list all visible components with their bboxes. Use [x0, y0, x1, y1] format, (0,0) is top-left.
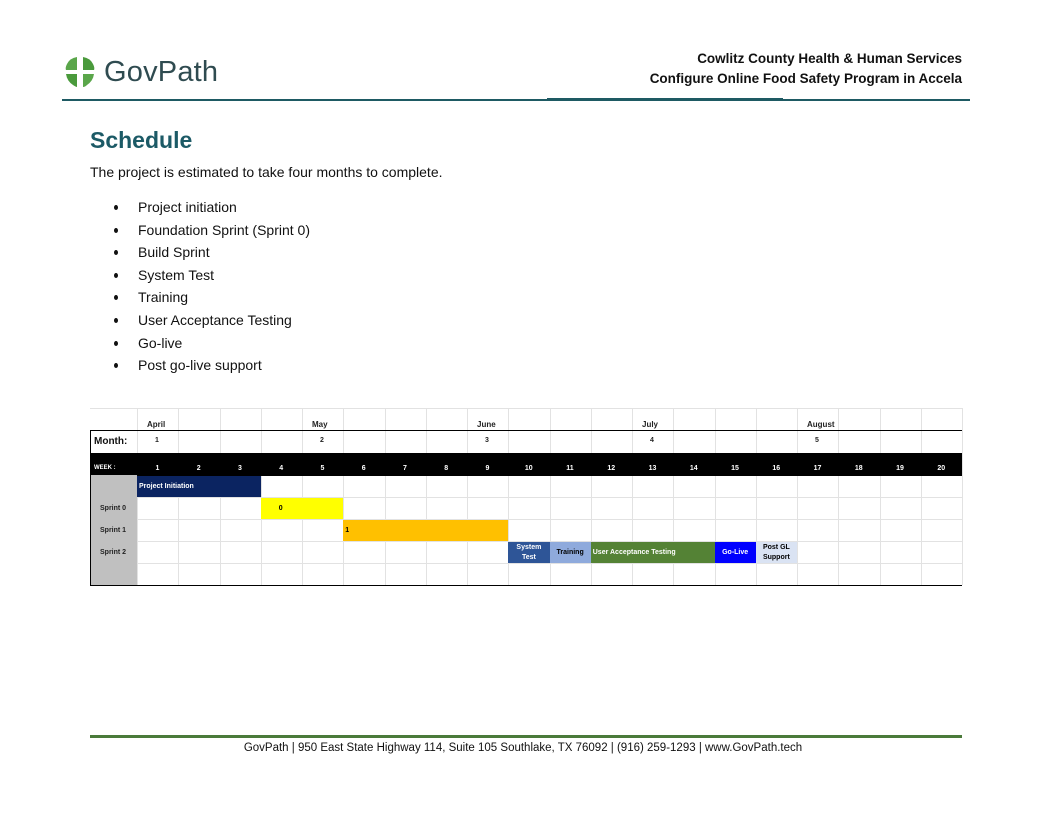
grid-line	[90, 497, 962, 498]
week-number: 13	[648, 465, 657, 472]
gantt-task-bar: Project Initiation	[137, 476, 261, 497]
intro-paragraph: The project is estimated to take four months to complete.	[90, 164, 443, 180]
phase-list-item	[90, 310, 310, 333]
phase-list-text: Go-live	[138, 334, 183, 351]
week-number: 17	[813, 465, 822, 472]
gantt-task-bar: Post GL Support	[756, 542, 797, 563]
gantt-task-bar: 0	[261, 498, 344, 519]
phase-list-item	[90, 197, 310, 220]
gantt-task-bar: User Acceptance Testing	[591, 542, 715, 563]
week-number: 7	[403, 465, 407, 472]
grid-line	[90, 408, 962, 409]
sprint-row-label: Sprint 2	[100, 549, 127, 556]
document-header	[650, 49, 962, 89]
phase-list-text: Foundation Sprint (Sprint 0)	[138, 221, 310, 238]
week-row-label: WEEK :	[94, 465, 116, 471]
schedule-gantt	[90, 408, 962, 586]
organization-name: Cowlitz County Health & Human Services	[697, 51, 962, 66]
month-name: May	[312, 420, 328, 429]
bullet-icon	[114, 295, 118, 300]
week-number: 1	[155, 465, 160, 472]
gantt-border	[90, 475, 91, 585]
bullet-icon	[114, 318, 118, 323]
gantt-border	[90, 430, 91, 454]
week-number: 15	[731, 465, 739, 472]
gantt-task-bar: System Test	[508, 542, 549, 563]
bullet-icon	[114, 363, 118, 368]
grid-line	[426, 408, 427, 585]
grid-line	[302, 408, 303, 585]
month-name: July	[642, 420, 659, 429]
bullet-icon	[114, 273, 118, 278]
week-number: 4	[279, 465, 284, 472]
bullet-icon	[114, 250, 118, 255]
header-rule-accent	[547, 98, 783, 101]
week-number: 10	[524, 465, 533, 472]
project-name: Configure Online Food Safety Program in Accela	[649, 71, 962, 86]
govpath-logo	[64, 54, 218, 90]
phase-list-item	[90, 333, 310, 356]
grid-line	[838, 408, 839, 585]
phase-list-text: Build Sprint	[138, 244, 210, 261]
week-number: 2	[196, 465, 201, 472]
week-number: 14	[689, 465, 698, 472]
grid-line	[962, 408, 963, 585]
gantt-task-bar: 1	[343, 520, 508, 541]
week-number: 6	[361, 465, 366, 472]
phase-list-item	[90, 242, 310, 265]
grid-line	[90, 563, 962, 564]
phase-list-text: System Test	[138, 266, 214, 283]
govpath-logo-icon	[64, 55, 96, 89]
bullet-icon	[114, 228, 118, 233]
grid-line	[880, 408, 881, 585]
grid-line	[921, 408, 922, 585]
sprint-row-label: Sprint 0	[100, 505, 127, 512]
phase-list-item	[90, 355, 310, 378]
phase-list-text: Training	[138, 289, 189, 306]
header-rule	[62, 99, 970, 101]
grid-line	[385, 408, 386, 585]
phase-list-item	[90, 265, 310, 288]
bullet-icon	[114, 341, 118, 346]
week-number: 20	[937, 465, 946, 472]
week-number: 11	[566, 465, 574, 472]
grid-line	[90, 519, 962, 520]
grid-line	[467, 408, 468, 585]
month-number: 2	[320, 437, 324, 444]
phase-list-item	[90, 287, 310, 310]
phase-list	[90, 197, 310, 378]
week-number: 16	[772, 465, 781, 472]
grid-line	[261, 408, 262, 585]
month-number: 3	[485, 437, 489, 444]
month-number: 5	[815, 437, 819, 444]
month-name: August	[807, 420, 835, 429]
phase-list-text: Post go-live support	[138, 357, 262, 374]
gantt-border	[90, 585, 962, 586]
page-footer: GovPath | 950 East State Highway 114, Suite 105 Southlake, TX 76092 | (916) 259-1293 | www.GovPath.tech	[243, 742, 803, 754]
month-name: June	[477, 420, 496, 429]
footer-rule	[90, 735, 962, 738]
gantt-task-bar: Go-Live	[715, 542, 756, 563]
sprint-row-label: Sprint 1	[100, 527, 127, 534]
gantt-border	[90, 430, 962, 431]
week-number: 5	[320, 465, 325, 472]
phase-list-text: User Acceptance Testing	[138, 311, 292, 328]
page-title: Schedule	[90, 127, 193, 153]
week-number: 18	[854, 465, 863, 472]
week-number: 3	[238, 465, 242, 472]
logo-wordmark: GovPath	[104, 55, 219, 88]
week-number: 8	[444, 465, 449, 472]
bullet-icon	[114, 205, 118, 210]
week-number: 19	[896, 465, 904, 472]
month-name: April	[147, 420, 166, 429]
grid-line	[797, 408, 798, 585]
week-number: 12	[607, 465, 616, 472]
grid-line	[343, 408, 344, 585]
month-row-label: Month:	[94, 436, 128, 447]
phase-list-item	[90, 220, 310, 243]
month-number: 4	[650, 437, 654, 444]
month-number: 1	[155, 437, 159, 444]
phase-list-text: Project initiation	[138, 199, 237, 215]
week-number: 9	[485, 465, 490, 472]
gantt-task-bar: Training	[550, 542, 591, 563]
